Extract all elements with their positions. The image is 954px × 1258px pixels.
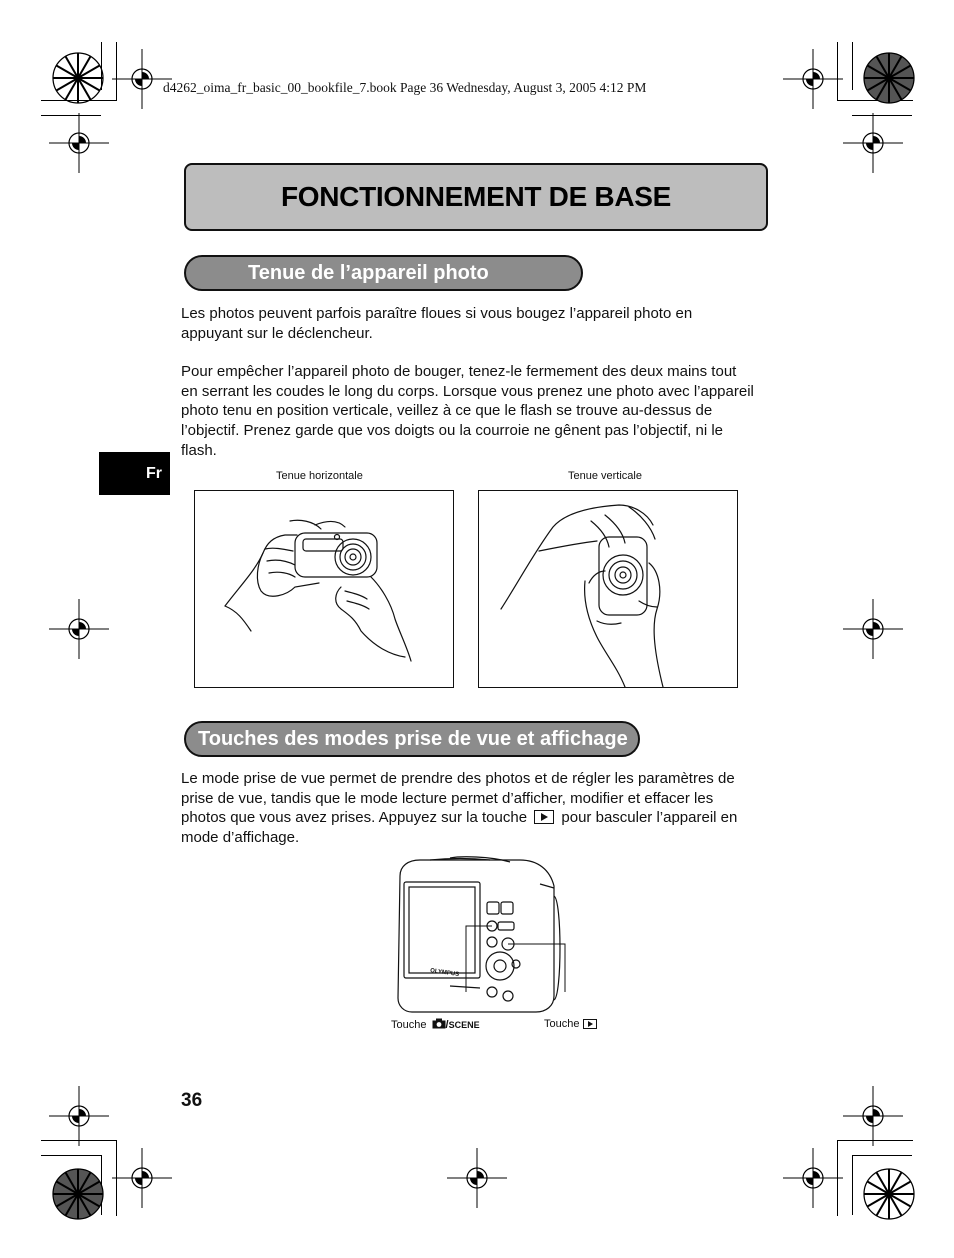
playback-button-icon xyxy=(583,1019,597,1029)
registration-crosshair-icon xyxy=(112,1148,172,1208)
main-title: FONCTIONNEMENT DE BASE xyxy=(280,181,672,212)
registration-crosshair-icon xyxy=(843,599,903,659)
registration-crosshair-icon xyxy=(783,1148,843,1208)
text-line: l’objectif. Prenez garde que vos doigts ou la courroie ne gênent pas l’objectif, ni le xyxy=(181,422,723,440)
illustration-horizontal-hold xyxy=(194,490,454,688)
text-line xyxy=(181,808,781,828)
registration-crosshair-icon xyxy=(112,49,172,109)
label-prefix: Touche xyxy=(544,1018,580,1030)
label-prefix: Touche xyxy=(391,1019,427,1031)
section-heading-text: Touches des modes prise de vue et affichage xyxy=(198,727,628,750)
registration-crosshair-icon xyxy=(49,1086,109,1146)
camera-back-illustration xyxy=(390,856,570,1016)
main-title-banner xyxy=(184,163,768,231)
section-heading-holding xyxy=(184,255,583,291)
slash-separator: / xyxy=(445,1019,449,1031)
registration-crosshair-icon xyxy=(447,1148,507,1208)
playback-button-icon xyxy=(534,810,554,824)
language-tab-label: Fr xyxy=(146,464,162,482)
paragraph-blur-warning xyxy=(181,304,781,343)
caption-horizontal: Tenue horizontale xyxy=(276,470,363,482)
text-line: en serrant les coudes le long du corps. Lorsque vous prenez une photo avec l’appareil xyxy=(181,382,754,400)
starburst-target-icon xyxy=(48,48,108,108)
camera-icon xyxy=(432,1018,446,1029)
text-fragment: photos que vous avez prises. Appuyez sur la touche xyxy=(181,809,528,827)
text-line: flash. xyxy=(181,441,217,459)
shooting-button-label xyxy=(391,1018,480,1031)
text-line: prise de vue, tandis que le mode lecture permet d’afficher, modifier et effacer les xyxy=(181,789,714,807)
page-number: 36 xyxy=(181,1090,203,1111)
hands-holding-camera-horizontal-icon xyxy=(195,491,453,687)
hands-holding-camera-vertical-icon xyxy=(479,491,737,687)
registration-crosshair-icon xyxy=(843,1086,903,1146)
section-heading-text: Tenue de l’appareil photo xyxy=(248,261,489,284)
paragraph-modes xyxy=(181,769,781,848)
text-line: mode d’affichage. xyxy=(181,829,300,847)
text-line: Les photos peuvent parfois paraître floues si vous bougez l’appareil photo en xyxy=(181,305,693,322)
text-line: photo tenu en position verticale, veillez à ce que le flash se trouve au-dessus de xyxy=(181,402,713,420)
section-heading-mode-buttons xyxy=(184,721,640,757)
illustration-vertical-hold xyxy=(478,490,738,688)
paragraph-holding-instructions xyxy=(181,362,781,461)
camera-brand-logo: OLYMPUS xyxy=(429,968,460,979)
playback-button-label xyxy=(544,1018,597,1030)
registration-crosshair-icon xyxy=(843,113,903,173)
starburst-target-icon xyxy=(859,48,919,108)
starburst-target-icon xyxy=(859,1164,919,1224)
text-line: appuyant sur le déclencheur. xyxy=(181,324,373,342)
registration-crosshair-icon xyxy=(49,113,109,173)
registration-crosshair-icon xyxy=(783,49,843,109)
scene-label: SCENE xyxy=(448,1020,480,1030)
text-line: Le mode prise de vue permet de prendre des photos et de régler les paramètres de xyxy=(181,770,735,787)
caption-vertical: Tenue verticale xyxy=(568,470,642,482)
registration-crosshair-icon xyxy=(49,599,109,659)
text-line: Pour empêcher l’appareil photo de bouger, tenez-le fermement des deux mains tout xyxy=(181,363,737,380)
language-tab xyxy=(99,452,170,495)
text-fragment: pour basculer l’appareil en xyxy=(561,809,738,827)
print-header-line: d4262_oima_fr_basic_00_bookfile_7.book Page 36 Wednesday, August 3, 2005 4:12 PM xyxy=(163,80,647,95)
starburst-target-icon xyxy=(48,1164,108,1224)
